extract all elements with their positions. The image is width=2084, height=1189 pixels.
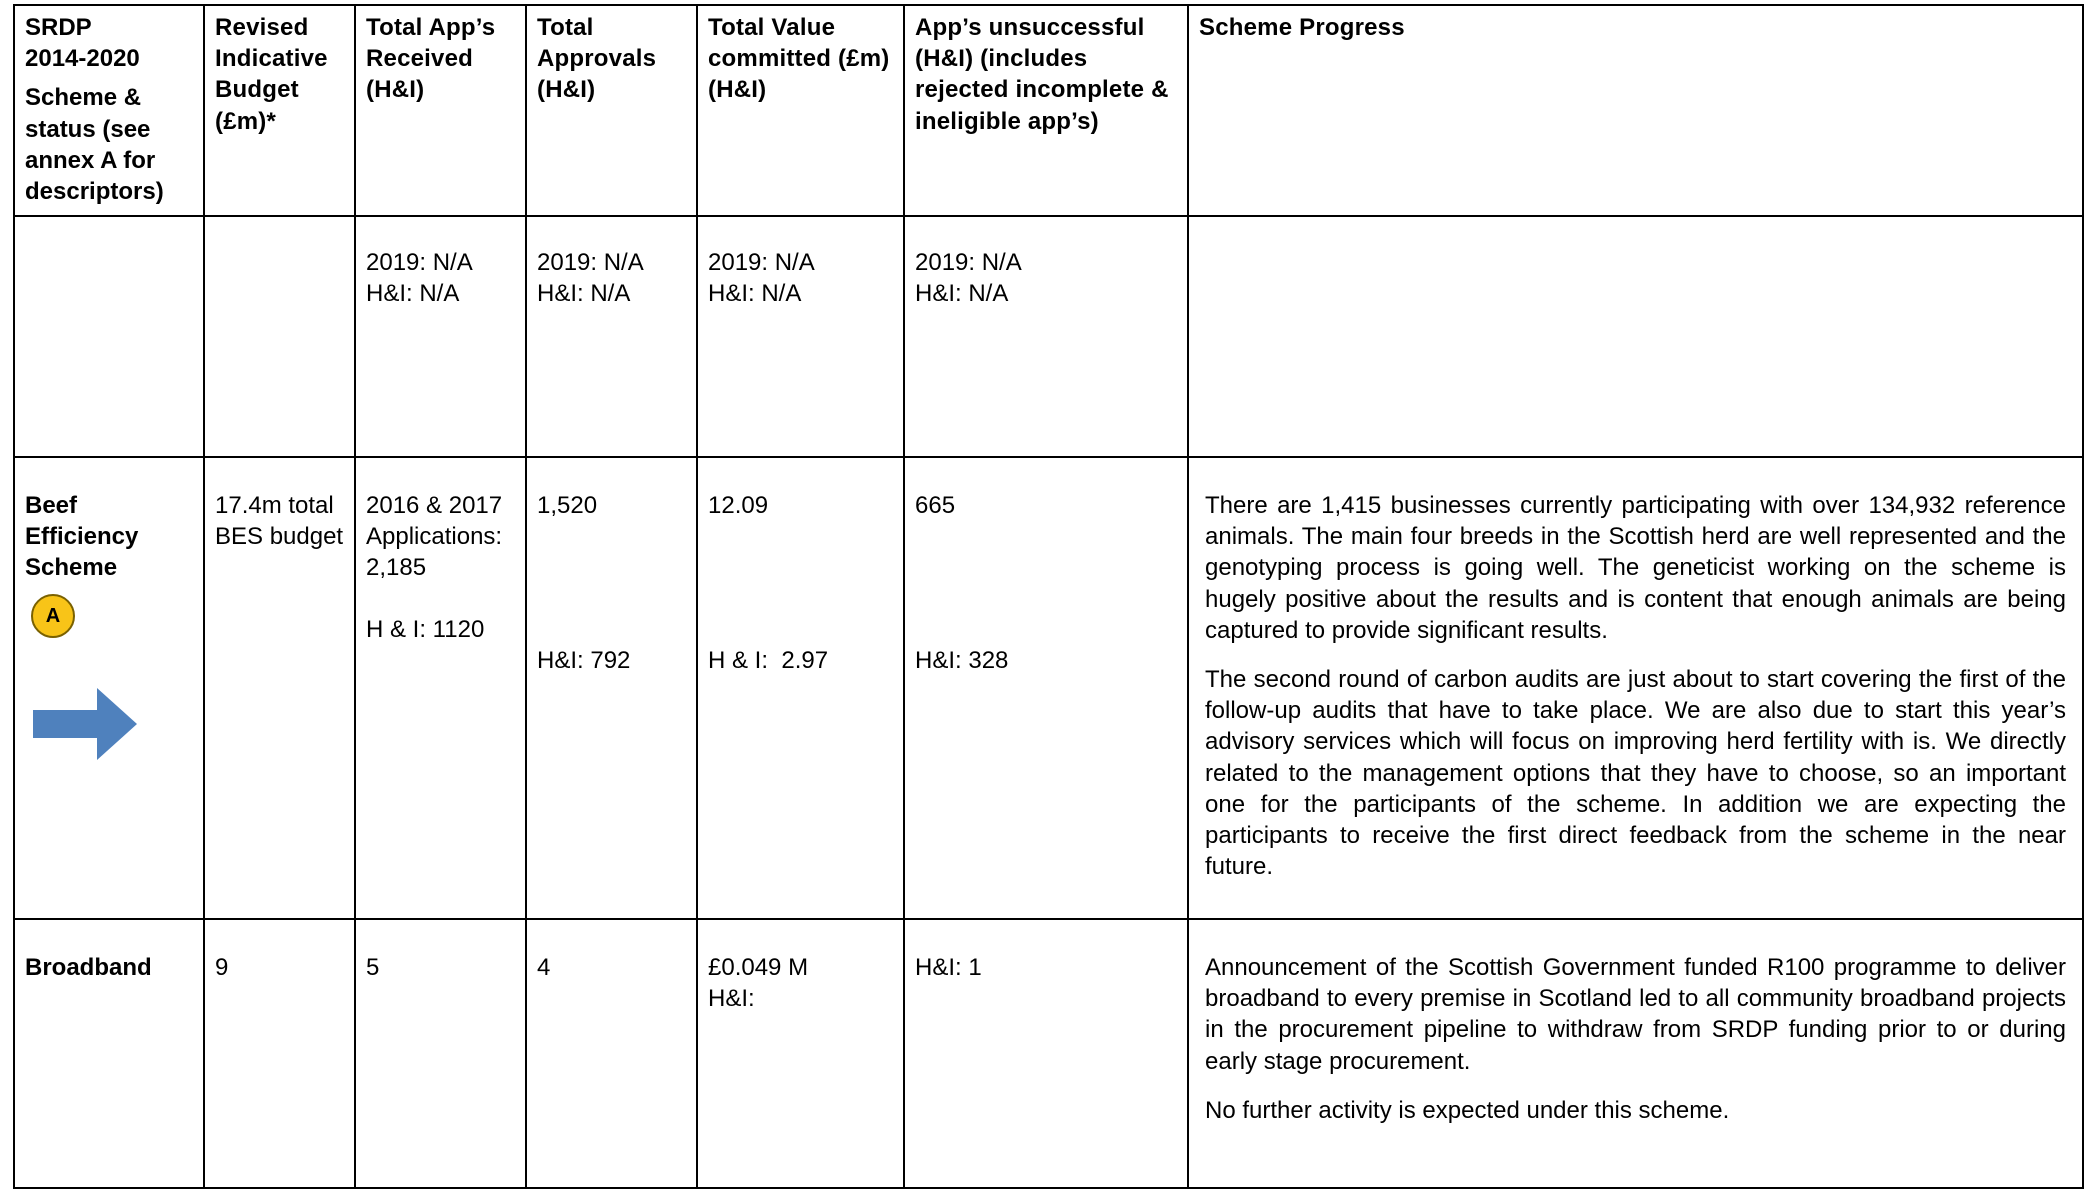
beef-received-top: 2016 & 2017 Applications: 2,185 xyxy=(366,492,503,582)
table-row xyxy=(14,216,2083,457)
beef-progress-cell xyxy=(1188,457,2083,919)
beef-value-cell xyxy=(697,457,904,919)
beef-budget: 17.4m total BES budget xyxy=(215,492,344,551)
blank-received: 2019: N/A H&I: N/A xyxy=(366,249,473,308)
blank-approvals: 2019: N/A H&I: N/A xyxy=(537,249,644,308)
blank-progress-cell xyxy=(1188,216,2083,457)
blank-scheme-cell xyxy=(14,216,204,457)
beef-scheme-cell xyxy=(14,457,204,919)
broadband-value-cell xyxy=(697,919,904,1188)
blank-unsuccessful-cell xyxy=(904,216,1188,457)
broadband-unsuccessful-cell xyxy=(904,919,1188,1188)
right-arrow-icon xyxy=(33,688,193,768)
broadband-budget: 9 xyxy=(215,954,229,981)
blank-approvals-cell xyxy=(526,216,697,457)
beef-value-bottom: H & I: 2.97 xyxy=(708,647,829,675)
header-progress: Scheme Progress xyxy=(1188,5,2083,216)
broadband-received-cell xyxy=(355,919,526,1188)
broadband-progress-p1: Announcement of the Scottish Government funded R100 programme to deliver broadband to every premise in Scotland led to all community broadband projects in the procurement pipeline to withdraw from SRDP funding prior to or during early stage procurement. xyxy=(1205,954,2066,1075)
beef-unsuccessful-bottom: H&I: 328 xyxy=(915,647,1009,675)
scheme-table xyxy=(13,4,2084,1189)
header-unsuccessful: App’s unsuccessful (H&I) (includes rejected incomplete & ineligible app’s) xyxy=(904,5,1188,216)
broadband-approvals: 4 xyxy=(537,954,551,981)
broadband-scheme-cell xyxy=(14,919,204,1188)
beef-progress-p1: There are 1,415 businesses currently participating with over 134,932 reference animals. The main four breeds in the Scottish herd are well represented and the genotyping process is going well. The geneticist working on the scheme is hugely positive about the results and is content that enough animals are being captured to provide significant results. xyxy=(1205,492,2066,644)
header-row xyxy=(14,5,2083,216)
beef-received-cell xyxy=(355,457,526,919)
beef-approvals-top: 1,520 xyxy=(537,492,598,519)
beef-unsuccessful-cell xyxy=(904,457,1188,919)
broadband-budget-cell xyxy=(204,919,355,1188)
header-budget: Revised Indicative Budget (£m)* xyxy=(204,5,355,216)
beef-scheme-name: Beef Efficiency Scheme xyxy=(25,492,139,582)
broadband-progress-cell xyxy=(1188,919,2083,1188)
beef-approvals-bottom: H&I: 792 xyxy=(537,647,631,675)
broadband-approvals-cell xyxy=(526,919,697,1188)
header-approvals: Total Approvals (H&I) xyxy=(526,5,697,216)
status-badge xyxy=(31,594,75,638)
status-letter: A xyxy=(45,604,61,627)
broadband-received: 5 xyxy=(366,954,380,981)
beef-budget-cell xyxy=(204,457,355,919)
table-row xyxy=(14,919,2083,1188)
blank-received-cell xyxy=(355,216,526,457)
beef-value-top: 12.09 xyxy=(708,492,769,519)
blank-unsuccessful: 2019: N/A H&I: N/A xyxy=(915,249,1022,308)
beef-unsuccessful-top: 665 xyxy=(915,492,956,519)
beef-progress-p2: The second round of carbon audits are just about to start covering the first of the follow-up audits that have to take place. We are also due to start this year’s advisory services which will focus on improving herd fertility with is. We directly related to the management options that they have to choose, so an important one for the participants of the scheme. In addition we are expecting the participants to receive the first direct feedback from the scheme in the near future. xyxy=(1205,665,2066,881)
blank-value-cell xyxy=(697,216,904,457)
header-received: Total App’s Received (H&I) xyxy=(355,5,526,216)
table-row xyxy=(14,457,2083,919)
beef-received-bottom: H & I: 1120 xyxy=(366,615,485,643)
beef-approvals-cell xyxy=(526,457,697,919)
header-scheme-line2: 2014-2020 xyxy=(25,45,140,73)
blank-budget-cell xyxy=(204,216,355,457)
broadband-value: £0.049 M H&I: xyxy=(708,954,809,1013)
header-scheme xyxy=(14,5,204,216)
broadband-progress-p2: No further activity is expected under this scheme. xyxy=(1205,1096,1730,1124)
broadband-scheme-name: Broadband xyxy=(25,954,152,981)
header-value: Total Value committed (£m) (H&I) xyxy=(697,5,904,216)
broadband-unsuccessful: H&I: 1 xyxy=(915,954,982,981)
header-scheme-line3: Scheme & status (see annex A for descriptors) xyxy=(25,84,164,205)
header-scheme-line1: SRDP xyxy=(25,14,92,41)
blank-value: 2019: N/A H&I: N/A xyxy=(708,249,815,308)
